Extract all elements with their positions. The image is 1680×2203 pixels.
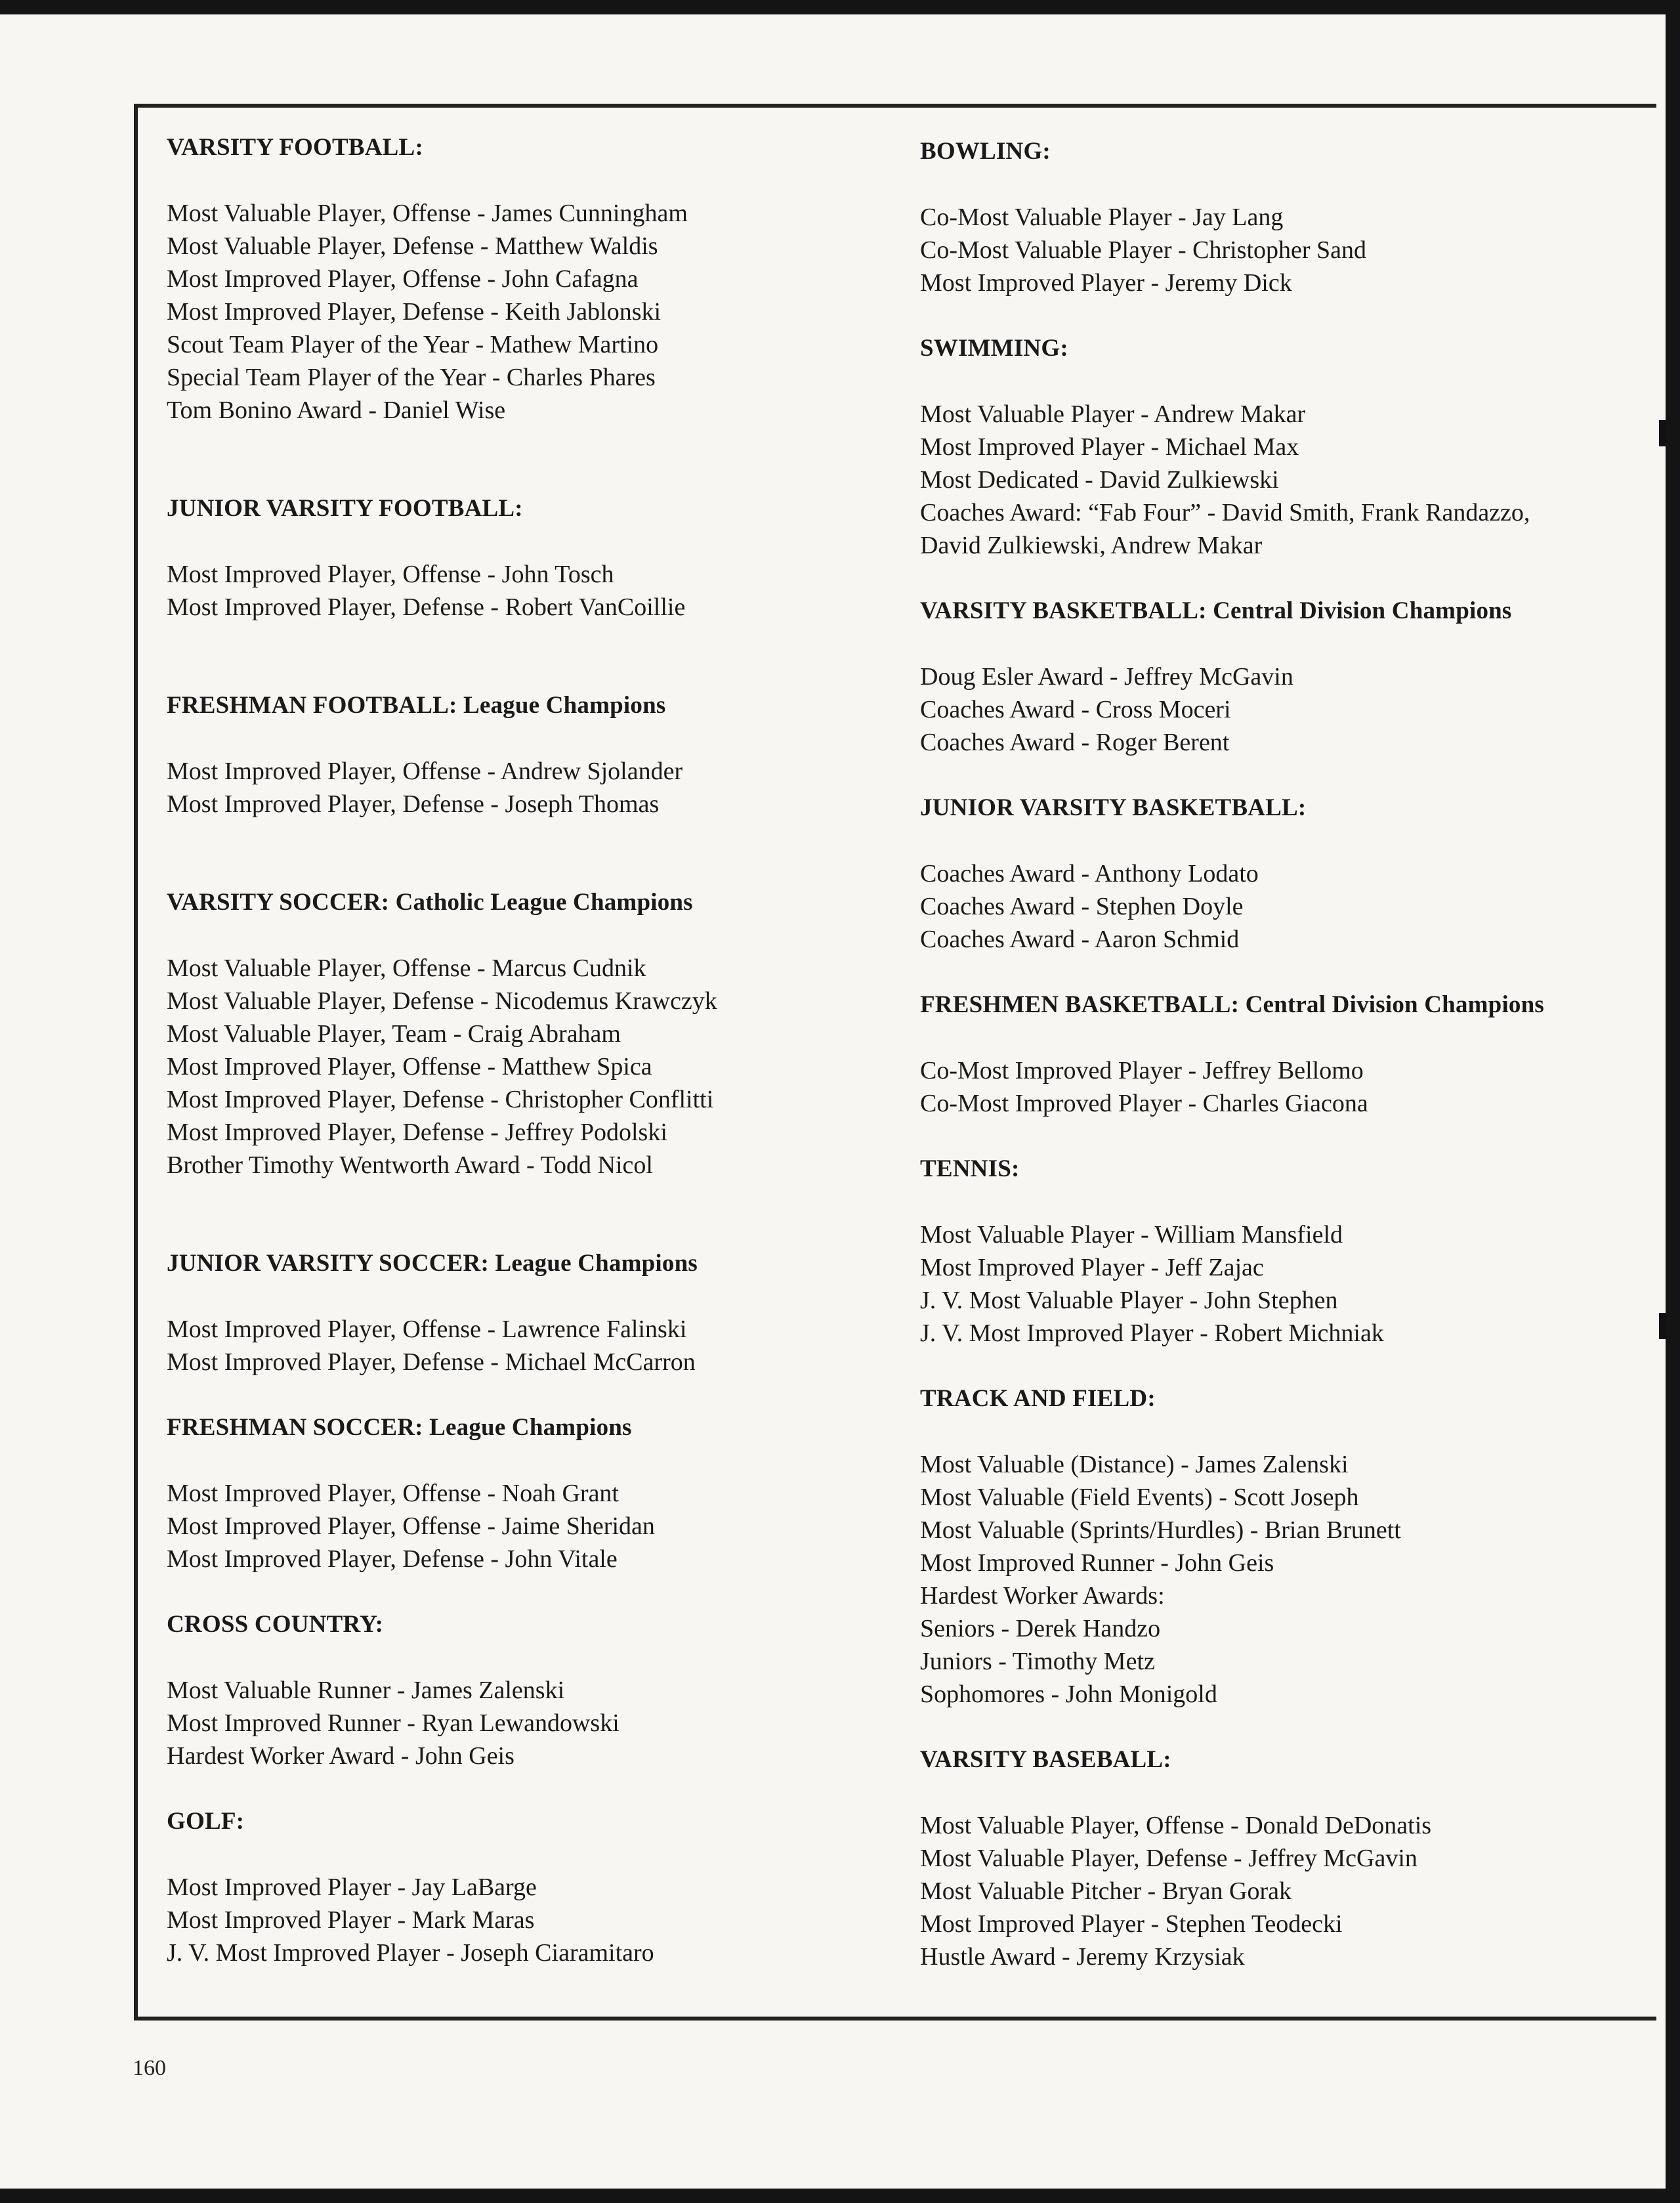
section-title: GOLF: (167, 1808, 245, 1835)
section-heading (920, 1153, 1642, 1186)
award-section-junior-varsity-football (167, 492, 889, 624)
award-item: Most Improved Player, Defense - Christopher Conflitti (167, 1086, 714, 1113)
award-item: Co-Most Improved Player - Jeffrey Bellomo (920, 1057, 1364, 1084)
award-item: Coaches Award: “Fab Four” - David Smith, Frank Randazzo, (920, 499, 1530, 526)
section-heading (920, 332, 1642, 365)
award-item: Most Valuable Player, Defense - Jeffrey McGavin (920, 1845, 1418, 1872)
award-list (920, 660, 1642, 759)
award-list (167, 197, 889, 427)
section-heading (167, 1805, 889, 1838)
section-heading (920, 989, 1642, 1021)
award-section-varsity-soccer (167, 886, 889, 1182)
award-item: Most Improved Player, Defense - Joseph Thomas (167, 790, 660, 818)
award-section-varsity-baseball (920, 1743, 1642, 1973)
award-section-golf (167, 1805, 889, 1969)
award-section-tennis (920, 1153, 1642, 1350)
award-item: Most Valuable Player, Offense - Donald DeDonatis (920, 1812, 1432, 1839)
scan-edge-mark (1659, 1313, 1666, 1339)
right-column (920, 135, 1642, 1973)
award-item: Hardest Worker Award - John Geis (167, 1742, 514, 1770)
award-item: Most Improved Player - Jeff Zajac (920, 1254, 1264, 1281)
award-item: Most Improved Player, Offense - John Cafagna (167, 265, 639, 293)
yearbook-page (0, 14, 1666, 2189)
award-item: Coaches Award - Stephen Doyle (920, 893, 1244, 920)
award-item: Coaches Award - Anthony Lodato (920, 860, 1259, 888)
award-list (920, 1448, 1642, 1711)
award-list (167, 1674, 889, 1772)
award-item: Scout Team Player of the Year - Mathew Martino (167, 331, 659, 358)
section-title: FRESHMAN SOCCER: (167, 1414, 423, 1441)
section-heading (167, 1247, 889, 1280)
award-list (167, 952, 889, 1182)
award-item: Most Improved Player, Defense - Michael McCarron (167, 1348, 696, 1376)
award-item: Sophomores - John Monigold (920, 1680, 1217, 1708)
award-item: David Zulkiewski, Andrew Makar (920, 532, 1263, 559)
award-item: Most Valuable Player, Offense - James Cunningham (167, 200, 688, 227)
award-item: Hustle Award - Jeremy Krzysiak (920, 1943, 1245, 1971)
section-title: TENNIS: (920, 1155, 1020, 1182)
award-item: Special Team Player of the Year - Charles Phares (167, 364, 656, 391)
award-item: J. V. Most Valuable Player - John Stephen (920, 1287, 1338, 1314)
page-number: 160 (133, 2056, 166, 2080)
award-item: Most Improved Player - Jay LaBarge (167, 1873, 537, 1901)
section-title: VARSITY BASEBALL: (920, 1746, 1171, 1773)
award-item: Hardest Worker Awards: (920, 1582, 1165, 1610)
section-title: VARSITY FOOTBALL: (167, 134, 423, 161)
section-heading (920, 1743, 1642, 1776)
award-section-track-and-field (920, 1382, 1642, 1711)
section-subtitle: Catholic League Champions (395, 889, 693, 916)
section-subtitle: League Champions (463, 692, 666, 719)
award-list (167, 558, 889, 624)
section-heading (167, 1608, 889, 1641)
section-title: JUNIOR VARSITY FOOTBALL: (167, 495, 523, 522)
section-title: TRACK AND FIELD: (920, 1385, 1156, 1412)
section-title: SWIMMING: (920, 335, 1068, 362)
section-title: CROSS COUNTRY: (167, 1611, 384, 1638)
section-heading (167, 1411, 889, 1444)
section-heading (920, 792, 1642, 824)
award-item: Most Valuable (Distance) - James Zalenski (920, 1451, 1349, 1478)
award-section-varsity-basketball (920, 595, 1642, 759)
award-item: Most Valuable Player - William Mansfield (920, 1221, 1343, 1249)
award-list (920, 398, 1642, 562)
award-section-bowling (920, 135, 1642, 299)
award-item: Coaches Award - Aaron Schmid (920, 926, 1240, 953)
award-item: Most Valuable Pitcher - Bryan Gorak (920, 1877, 1292, 1905)
award-list (167, 755, 889, 821)
award-section-junior-varsity-basketball (920, 792, 1642, 956)
section-title: VARSITY SOCCER: (167, 889, 390, 916)
award-item: Most Improved Player, Offense - Lawrence Falinski (167, 1315, 687, 1343)
section-title: JUNIOR VARSITY SOCCER: (167, 1250, 489, 1277)
award-item: Most Improved Runner - John Geis (920, 1549, 1274, 1577)
award-item: Most Valuable Player, Defense - Matthew Waldis (167, 232, 658, 260)
section-title: FRESHMAN FOOTBALL: (167, 692, 457, 719)
award-item: Most Improved Player - Michael Max (920, 433, 1299, 461)
section-subtitle: Central Division Champions (1213, 597, 1512, 624)
award-item: Co-Most Valuable Player - Christopher Sand (920, 236, 1367, 264)
award-item: Most Improved Player, Offense - Matthew Spica (167, 1053, 652, 1080)
award-item: Seniors - Derek Handzo (920, 1615, 1161, 1642)
award-section-junior-varsity-soccer (167, 1247, 889, 1379)
award-list (167, 1313, 889, 1379)
award-item: Juniors - Timothy Metz (920, 1648, 1155, 1675)
award-item: Most Improved Player, Offense - Noah Grant (167, 1480, 619, 1507)
award-item: Most Improved Player - Mark Maras (167, 1906, 535, 1934)
award-item: Most Improved Player, Defense - John Vitale (167, 1545, 618, 1573)
award-list (167, 1477, 889, 1575)
section-title: FRESHMEN BASKETBALL: (920, 991, 1240, 1018)
section-title: BOWLING: (920, 138, 1051, 165)
award-item: Most Valuable Player - Andrew Makar (920, 400, 1306, 428)
award-item: Most Valuable (Field Events) - Scott Joseph (920, 1484, 1359, 1511)
award-section-cross-country (167, 1608, 889, 1772)
section-heading (920, 135, 1642, 168)
award-item: Most Improved Player, Offense - Andrew Sjolander (167, 758, 683, 785)
section-subtitle: League Champions (495, 1250, 698, 1277)
scan-edge-mark (1659, 420, 1666, 446)
award-section-varsity-football (167, 131, 889, 427)
award-item: Most Improved Player - Stephen Teodecki (920, 1910, 1343, 1938)
award-item: Most Valuable Player, Defense - Nicodemus Krawczyk (167, 987, 717, 1015)
award-item: J. V. Most Improved Player - Robert Michniak (920, 1319, 1384, 1347)
award-list (920, 1218, 1642, 1350)
award-item: Most Valuable Runner - James Zalenski (167, 1677, 565, 1704)
section-heading (920, 595, 1642, 628)
award-item: J. V. Most Improved Player - Joseph Ciaramitaro (167, 1939, 654, 1967)
award-list (920, 201, 1642, 299)
award-list (167, 1871, 889, 1969)
award-item: Most Improved Player, Defense - Robert VanCoillie (167, 593, 686, 621)
award-item: Coaches Award - Cross Moceri (920, 696, 1231, 723)
award-item: Coaches Award - Roger Berent (920, 729, 1230, 756)
award-item: Brother Timothy Wentworth Award - Todd Nicol (167, 1151, 653, 1179)
award-item: Most Improved Player - Jeremy Dick (920, 269, 1292, 297)
award-list (920, 857, 1642, 956)
award-item: Most Improved Player, Defense - Keith Jablonski (167, 298, 662, 326)
award-item: Most Improved Player, Offense - John Tosch (167, 561, 614, 588)
section-subtitle: League Champions (429, 1414, 632, 1441)
section-title: JUNIOR VARSITY BASKETBALL: (920, 794, 1307, 821)
section-heading (167, 131, 889, 164)
award-item: Most Improved Player, Defense - Jeffrey Podolski (167, 1119, 667, 1146)
award-item: Most Valuable (Sprints/Hurdles) - Brian Brunett (920, 1516, 1401, 1544)
section-title: VARSITY BASKETBALL: (920, 597, 1207, 624)
award-item: Doug Esler Award - Jeffrey McGavin (920, 663, 1293, 691)
section-heading (167, 886, 889, 919)
award-item: Most Improved Runner - Ryan Lewandowski (167, 1709, 620, 1737)
left-column (167, 131, 889, 1969)
award-item: Most Valuable Player, Team - Craig Abraham (167, 1020, 621, 1048)
award-section-freshman-soccer (167, 1411, 889, 1575)
award-section-swimming (920, 332, 1642, 562)
section-heading (920, 1382, 1642, 1415)
award-section-freshman-football (167, 689, 889, 821)
section-subtitle: Central Division Champions (1245, 991, 1545, 1018)
award-list (920, 1054, 1642, 1120)
award-item: Most Dedicated - David Zulkiewski (920, 466, 1279, 494)
award-list (920, 1809, 1642, 1973)
award-item: Co-Most Improved Player - Charles Giacona (920, 1090, 1368, 1117)
award-section-freshmen-basketball (920, 989, 1642, 1120)
award-item: Co-Most Valuable Player - Jay Lang (920, 203, 1284, 231)
award-item: Most Improved Player, Offense - Jaime Sheridan (167, 1512, 655, 1540)
award-item: Tom Bonino Award - Daniel Wise (167, 396, 506, 424)
award-item: Most Valuable Player, Offense - Marcus Cudnik (167, 954, 646, 982)
section-heading (167, 492, 889, 525)
section-heading (167, 689, 889, 722)
